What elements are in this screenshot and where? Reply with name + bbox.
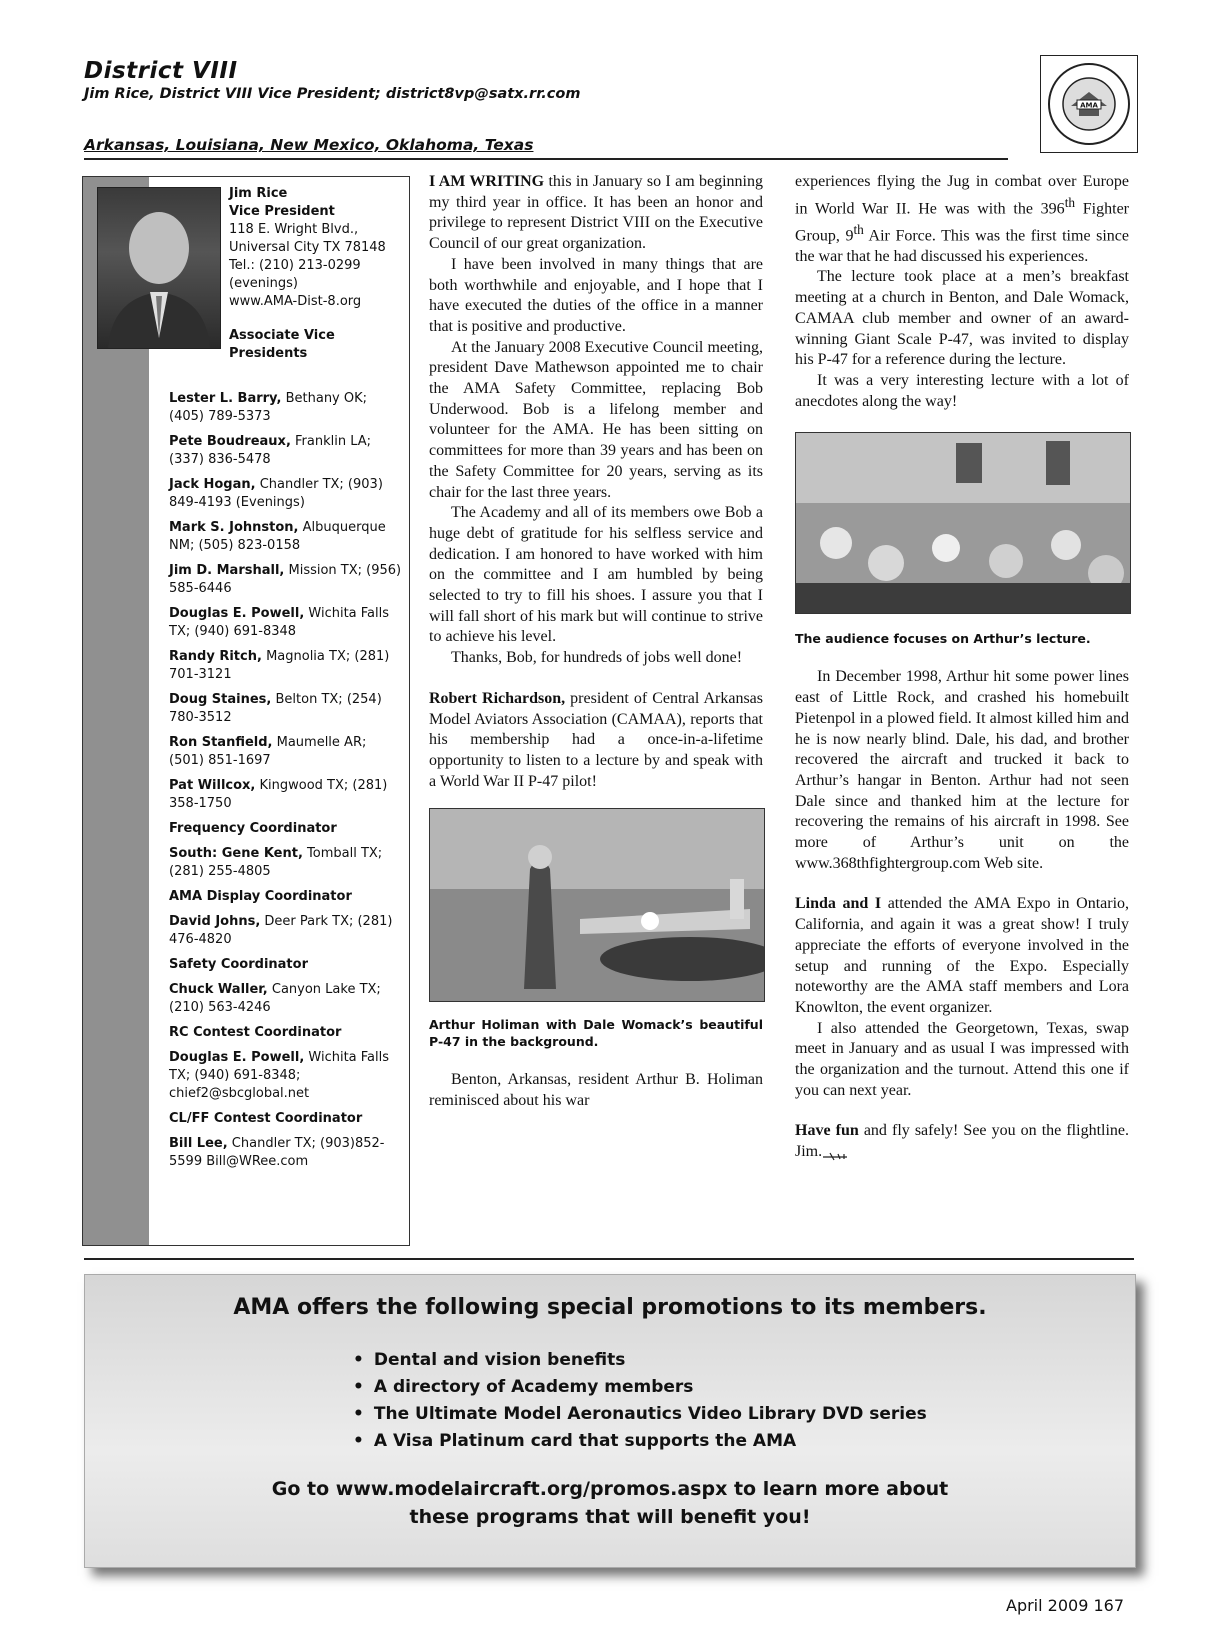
list-item: Pete Boudreaux, Franklin LA; (337) 836-5478 [169,434,372,467]
page-header [84,58,1004,102]
paragraph: Have fun and fly safely! See you on the flightline. Jim. [795,1122,1130,1161]
list-item: Chuck Waller, Canyon Lake TX; (210) 563-4246 [169,982,381,1015]
list-item: Bill Lee, Chandler TX; (903)852-5599 Bill@WRee.com [169,1136,385,1169]
paragraph: Benton, Arkansas, resident Arthur B. Holiman reminisced about his war [429,1071,763,1110]
paragraph: In December 1998, Arthur hit some power lines east of Little Rock, and crashed his homebuilt Pietenpol in a plowed field. It almost killed him and he is now nearly blind. Dale, his dad, and brother recovered the aircraft and trucked it back to Arthur’s hangar in Benton. Arthur had not seen Dale since and thanked him at the lecture for recovering the remains of his aircraft in 1998. See more of Arthur’s unit on the www.368thfightergroup.com Web site. [795,668,1129,872]
paragraph: Linda and I attended the AMA Expo in Ontario, California, and again it was a great show! I truly appreciate the efforts of everyone involved in the setup and running of the Expo. Especially noteworthy are the AMA staff members and Lora Knowlton, the event organizer. [795,895,1130,1016]
list-item: Lester L. Barry, Bethany OK; (405) 789-5373 [169,391,368,424]
vp-photo [97,187,221,349]
list-item: Jim D. Marshall, Mission TX; (956) 585-6446 [169,563,402,596]
promo-title: AMA offers the following special promotions to its members. [233,1295,987,1320]
vp-info [229,185,405,363]
promo-list [353,1347,927,1455]
rc-heading: RC Contest Coordinator [169,1025,342,1040]
list-item: Mark S. Johnston, Albuquerque NM; (505) 823-0158 [169,520,386,553]
vp-tel-note: (evenings) [229,276,298,291]
paragraph: Robert Richardson, president of Central Arkansas Model Aviators Association (CAMAA), reports that his membership had a once-in-a-lifetime opportunity to listen to a lecture by and speak with a World War II P-47 pilot! [429,689,763,790]
vp-tel: Tel.: (210) 213-0299 [229,258,361,273]
plane-sign-off-icon [822,1147,848,1157]
promo-cta [85,1475,1135,1531]
list-item: Douglas E. Powell, Wichita Falls TX; (940) 691-8348 [169,606,390,639]
paragraph: I have been involved in many things that are both worthwhile and enjoyable, and I hope that I have executed the duties of the office in a manner that is positive and productive. [429,255,763,335]
promo-cta-line1: Go to www.modelaircraft.org/promos.aspx to learn more about [271,1478,949,1500]
freq-heading: Frequency Coordinator [169,821,337,836]
photo-holiman-p47 [429,808,765,1002]
volunteers-sidebar [82,176,410,1246]
paragraph: The lecture took place at a men’s breakfast meeting at a church in Benton, and Dale Womack, CAMAA club member and owner of an award-winning Giant Scale P-47, was invited to display his P-47 for a reference during the lecture. [795,268,1129,369]
list-item: • A Visa Platinum card that supports the AMA [353,1428,927,1455]
vp-address2: Universal City TX 78148 [229,240,386,255]
photo-audience [795,432,1131,614]
promo-cta-line2: these programs that will benefit you! [409,1506,811,1528]
bottom-rule [84,1258,1134,1260]
page-number: April 2009 167 [1006,1596,1124,1615]
sidebar-vertical-title: District VIII Volunteers [10,515,56,1125]
list-item: • Dental and vision benefits [353,1347,927,1374]
vp-name: Jim Rice [229,186,288,201]
paragraph: I AM WRITING this in January so I am beginning my third year in office. It has been an honor and privilege to represent District VIII on the Executive Council of our great organization. [429,173,764,253]
avp-list [169,390,405,1178]
photo-caption: Arthur Holiman with Dale Womack’s beautiful P-47 in the background. [429,1017,763,1050]
paragraph: I also attended the Georgetown, Texas, swap meet in January and as usual I was impressed with the organization and the turnout. Attend this one if you can next year. [795,1019,1129,1099]
list-item: Randy Ritch, Magnolia TX; (281) 701-3121 [169,649,390,682]
avp-heading2: Presidents [229,346,308,361]
clff-heading: CL/FF Contest Coordinator [169,1111,363,1126]
avp-heading1: Associate Vice [229,328,335,343]
display-heading: AMA Display Coordinator [169,889,352,904]
header-rule [84,158,1008,160]
paragraph: It was a very interesting lecture with a lot of anecdotes along the way! [795,371,1129,410]
list-item: Doug Staines, Belton TX; (254) 780-3512 [169,692,382,725]
seal-icon [1041,56,1137,152]
list-item: Pat Willcox, Kingwood TX; (281) 358-1750 [169,778,388,811]
district-seal [1040,55,1138,153]
list-item: • A directory of Academy members [353,1374,927,1401]
vp-web: www.AMA-Dist-8.org [229,294,362,309]
promo-box [84,1274,1136,1568]
list-item: David Johns, Deer Park TX; (281) 476-4820 [169,914,393,947]
paragraph: Thanks, Bob, for hundreds of jobs well done! [451,649,743,667]
vp-contact-line: Jim Rice, District VIII Vice President; district8vp@satx.rr.com [84,86,581,102]
safety-heading: Safety Coordinator [169,957,308,972]
photo-caption: The audience focuses on Arthur’s lecture. [795,631,1091,647]
list-item: Jack Hogan, Chandler TX; (903) 849-4193 (Evenings) [169,477,383,510]
states-line: Arkansas, Louisiana, New Mexico, Oklahoma, Texas [84,136,534,154]
vp-title: Vice President [229,204,335,219]
article-column-2 [429,172,763,1112]
list-item: Ron Stanfield, Maumelle AR; (501) 851-1697 [169,735,367,768]
list-item: Douglas E. Powell, Wichita Falls TX; (940) 691-8348; chief2@sbcglobal.net [169,1050,390,1101]
paragraph: The Academy and all of its members owe Bob a huge debt of gratitude for his selfless service and dedication. I am honored to have worked with him on the committee and I am humbled by being selected to try to fill his shoes. I assure you that I will fall short of his mark but will continue to strive to achieve his level. [429,504,763,646]
article-column-3 [795,172,1129,1163]
paragraph: experiences flying the Jug in combat over Europe in World War II. He was with the 396th Fighter Group, 9th Air Force. This was the first time since the war that he had discussed his experiences. [795,173,1130,265]
paragraph: At the January 2008 Executive Council meeting, president Dave Mathewson appointed me to chair the AMA Safety Committee, replacing Bob Underwood. Bob is a lifelong member and volunteer for the AMA. He has been sitting on committees for more than 39 years and has been on the Safety Committee for 20 years, serving as its chair for the last three years. [429,338,763,501]
list-item: • The Ultimate Model Aeronautics Video Library DVD series [353,1401,927,1428]
svg-text:AMA: AMA [1080,101,1098,110]
district-title: District VIII [84,58,238,84]
vp-address1: 118 E. Wright Blvd., [229,222,359,237]
list-item: South: Gene Kent, Tomball TX; (281) 255-4805 [169,846,383,879]
